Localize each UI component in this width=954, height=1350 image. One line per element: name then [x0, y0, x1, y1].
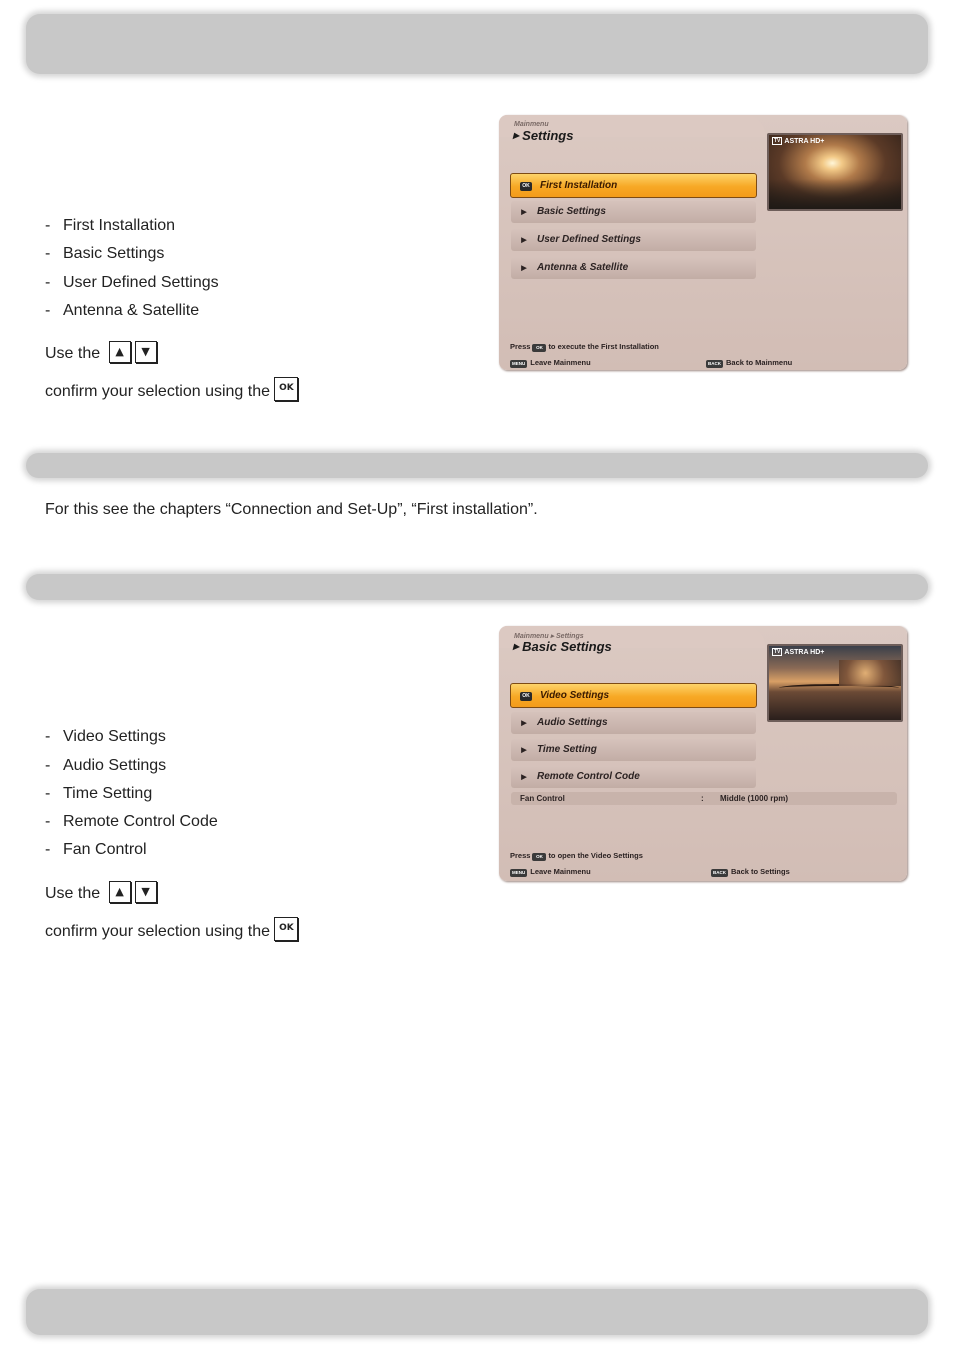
up-arrow-key-icon: ▲	[109, 881, 131, 903]
triangle-right-icon: ▶	[513, 642, 520, 651]
use-arrows-instruction: Use the ▲ ▼	[45, 881, 157, 903]
menu-button-icon: MENU	[512, 361, 526, 366]
channel-preview	[767, 644, 903, 722]
ok-badge-icon: OK	[520, 692, 532, 701]
ok-badge-icon: OK	[520, 182, 532, 191]
menu-item-antenna-satellite[interactable]: ▶ Antenna & Satellite	[511, 257, 756, 279]
osd-breadcrumb: Mainmenu ▸ Settings	[514, 633, 584, 640]
triangle-right-icon: ▶	[521, 209, 527, 216]
menu-item-remote-control-code[interactable]: ▶ Remote Control Code	[511, 766, 756, 788]
list-item: - Antenna & Satellite	[45, 302, 200, 319]
list-item: - Fan Control	[45, 841, 147, 858]
osd-menu-hint: MENU Leave Mainmenu	[512, 867, 591, 876]
osd-back-hint: BACK Back to Mainmenu	[708, 358, 793, 367]
tv-icon: TV	[774, 649, 781, 655]
osd-hint: Press OK to execute the First Installation	[510, 342, 659, 351]
osd-breadcrumb: Mainmenu	[514, 121, 549, 128]
channel-label: TV ASTRA HD+	[774, 138, 825, 145]
triangle-right-icon: ▶	[521, 720, 527, 727]
down-arrow-key-icon: ▼	[135, 341, 157, 363]
back-button-icon: BACK	[713, 870, 726, 875]
list-item: - First Installation	[45, 217, 176, 234]
section-bar-basic-settings	[26, 574, 928, 600]
osd-title: ▶ Basic Settings	[513, 639, 612, 654]
menu-item-audio-settings[interactable]: ▶ Audio Settings	[511, 712, 756, 734]
menu-item-time-setting[interactable]: ▶ Time Setting	[511, 739, 756, 761]
basic-settings-osd-screenshot	[499, 626, 909, 883]
down-arrow-key-icon: ▼	[135, 881, 157, 903]
osd-menu-hint: MENU Leave Mainmenu	[512, 358, 591, 367]
menu-item-basic-settings[interactable]: ▶ Basic Settings	[511, 201, 756, 223]
triangle-right-icon: ▶	[521, 747, 527, 754]
osd-title: ▶ Settings	[513, 128, 574, 143]
osd-hint: Press OK to open the Video Settings	[510, 851, 643, 860]
triangle-right-icon: ▶	[513, 131, 520, 140]
menu-item-video-settings[interactable]: OK Video Settings	[510, 683, 757, 708]
tv-icon: TV	[774, 138, 781, 144]
triangle-right-icon: ▶	[521, 265, 527, 272]
triangle-right-icon: ▶	[521, 774, 527, 781]
list-item: - Audio Settings	[45, 757, 167, 774]
ok-button-icon: OK	[532, 344, 546, 352]
osd-back-hint: BACK Back to Settings	[713, 867, 790, 876]
settings-osd-screenshot	[499, 115, 909, 372]
triangle-right-icon: ▶	[521, 237, 527, 244]
list-item: - User Defined Settings	[45, 274, 219, 291]
fan-control-value: Middle (1000 rpm)	[720, 794, 789, 803]
ok-key-icon: OK	[274, 377, 298, 401]
channel-preview	[767, 133, 903, 211]
menu-item-first-installation[interactable]: OK First Installation	[510, 173, 757, 198]
ok-button-icon: OK	[532, 853, 546, 861]
channel-label: TV ASTRA HD+	[774, 649, 825, 656]
list-item: - Time Setting	[45, 785, 153, 802]
menu-button-icon: MENU	[512, 870, 526, 875]
confirm-instruction: confirm your selection using the OK	[45, 917, 298, 941]
menu-item-user-defined-settings[interactable]: ▶ User Defined Settings	[511, 229, 756, 251]
footer-bar-bottom	[26, 1289, 928, 1335]
use-arrows-instruction: Use the ▲ ▼	[45, 341, 157, 363]
header-bar-top	[26, 14, 928, 74]
back-button-icon: BACK	[708, 361, 721, 366]
confirm-instruction: confirm your selection using the OK	[45, 377, 298, 401]
list-item: - Video Settings	[45, 728, 166, 745]
first-installation-reference: For this see the chapters “Connection and Set-Up”, “First installation”.	[45, 501, 538, 518]
list-item: - Remote Control Code	[45, 813, 218, 830]
list-item: - Basic Settings	[45, 245, 165, 262]
up-arrow-key-icon: ▲	[109, 341, 131, 363]
section-bar-first-installation	[26, 453, 928, 478]
ok-key-icon: OK	[274, 917, 298, 941]
fan-control-row[interactable]: Fan Control : Middle (1000 rpm)	[511, 792, 897, 805]
fan-control-label: Fan Control	[520, 794, 565, 803]
